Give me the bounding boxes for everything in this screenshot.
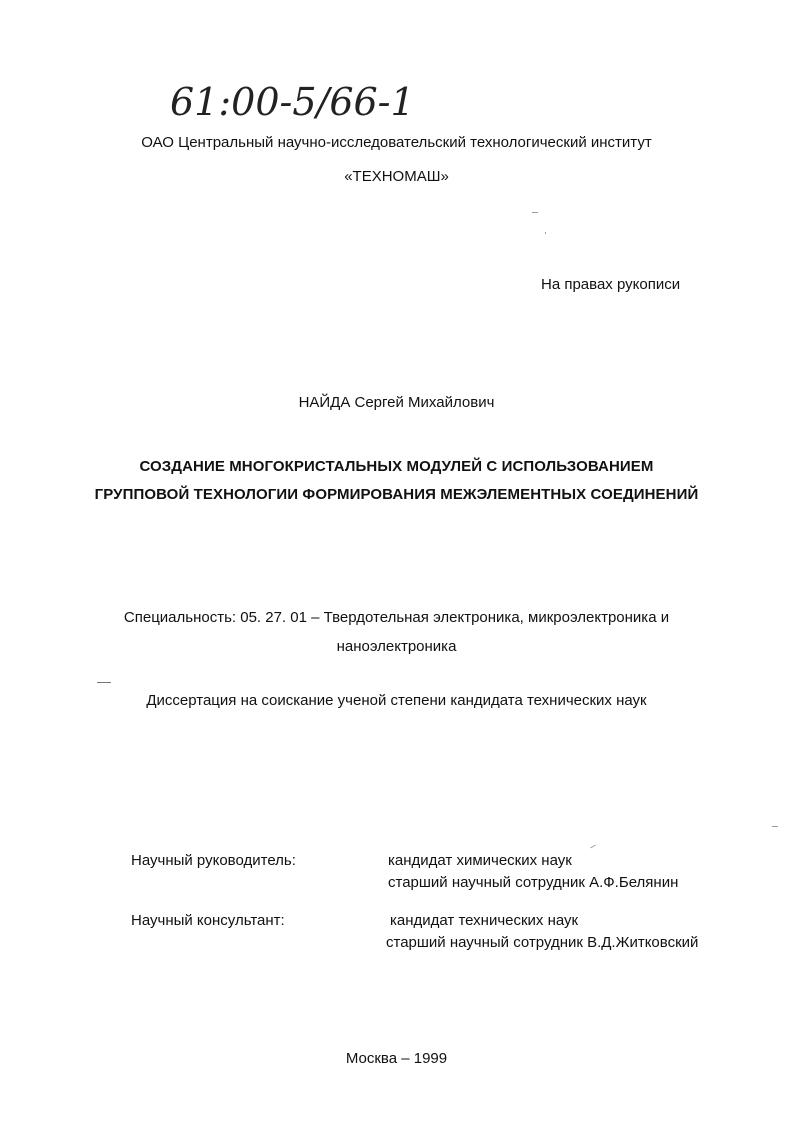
handwritten-archive-code [165,70,465,130]
scan-mark [97,682,111,683]
place-year: Москва – 1999 [345,1050,448,1067]
supervisor-degree: кандидат химических наук [388,852,572,869]
archive-code-text: 61:00-5/66-1 [170,80,415,124]
consultant-position: старший научный сотрудник В.Д.Житковский [386,934,699,951]
title-line-1: СОЗДАНИЕ МНОГОКРИСТАЛЬНЫХ МОДУЛЕЙ С ИСПОЛЬЗОВАНИЕМ [139,458,654,475]
scan-speck [590,845,596,849]
scan-speck [545,232,546,234]
organization-name: «ТЕХНОМАШ» [344,168,449,185]
consultant-label: Научный консультант: [131,912,285,929]
specialty-line-1: Специальность: 05. 27. 01 – Твердотельная электроника, микроэлектроника и [123,609,670,626]
supervisor-position: старший научный сотрудник А.Ф.Белянин [388,874,679,891]
scan-speck [532,212,538,213]
title-line-2: ГРУППОВОЙ ТЕХНОЛОГИИ ФОРМИРОВАНИЯ МЕЖЭЛЕМЕНТНЫХ СОЕДИНЕНИЙ [94,486,699,503]
author-name: НАЙДА Сергей Михайлович [298,394,495,411]
scan-speck [772,826,778,827]
rights-note: На правах рукописи [541,276,681,293]
specialty-line-2: наноэлектроника [336,638,457,655]
dissertation-note: Диссертация на соискание ученой степени кандидата технических наук [146,692,647,709]
consultant-degree: кандидат технических наук [390,912,579,929]
supervisor-label: Научный руководитель: [131,852,296,869]
organization-line: ОАО Центральный научно-исследовательский технологический институт [141,134,652,151]
